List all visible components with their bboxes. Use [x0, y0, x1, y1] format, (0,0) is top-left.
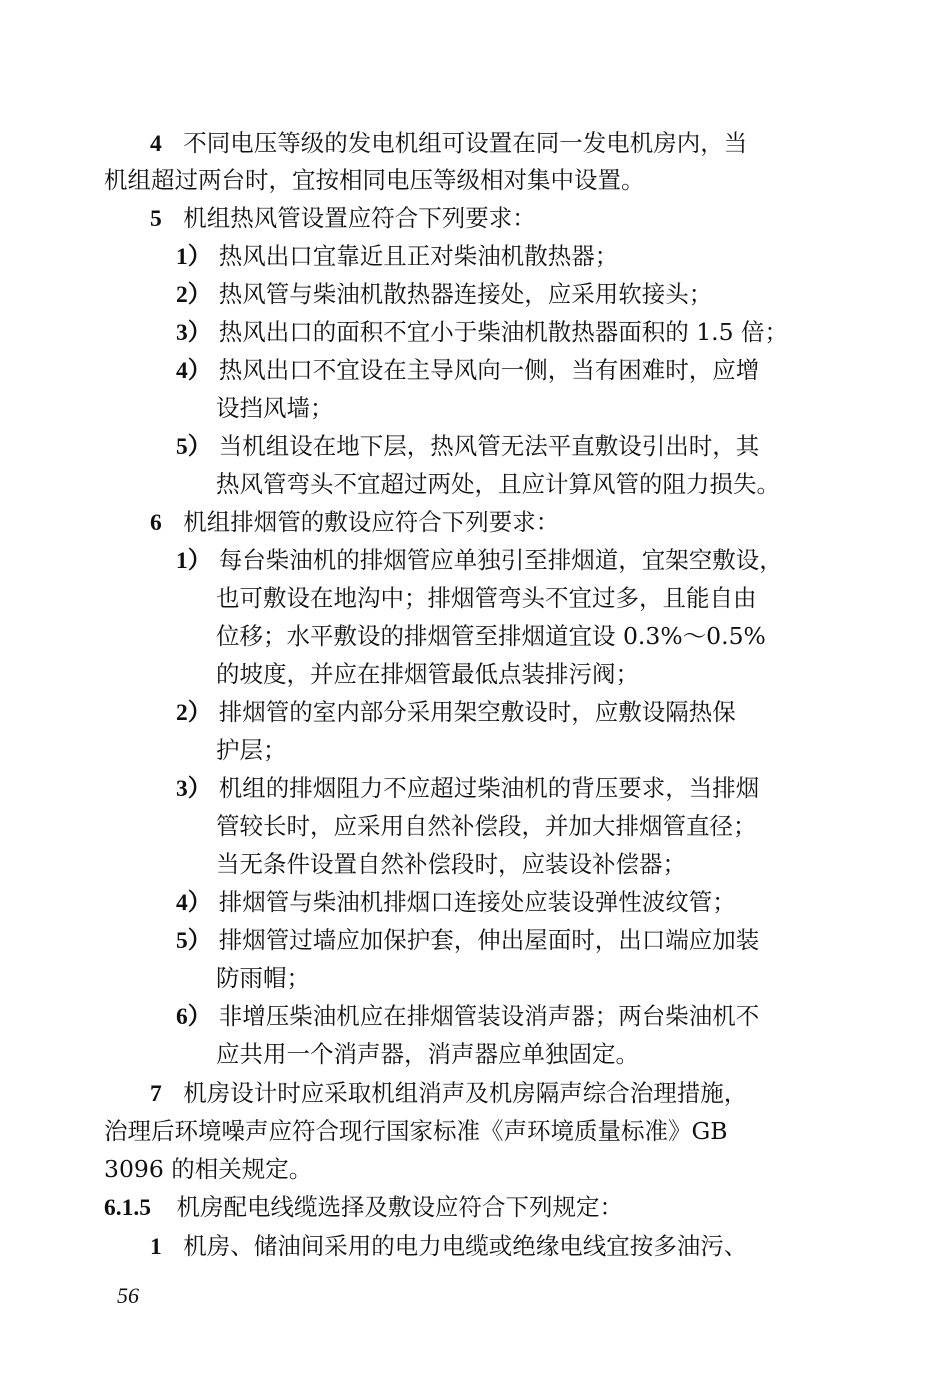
line-text: 设挡风墙；: [216, 394, 334, 422]
item-number: 4: [150, 131, 162, 157]
text-line: [150, 1078, 747, 1109]
text-line: [150, 1231, 747, 1262]
line-text: 防雨帽；: [216, 964, 310, 992]
line-text: 热风出口的面积不宜小于柴油机散热器面积的 1.5 倍；: [218, 318, 789, 346]
item-number: 5: [150, 206, 162, 232]
line-text: 非增压柴油机应在排烟管装设消声器；两台柴油机不: [218, 1002, 760, 1030]
line-text: 排烟管与柴油机排烟口连接处应装设弹性波纹管；: [218, 888, 736, 916]
line-text: 当无条件设置自然补偿段时，应装设补偿器；: [216, 850, 686, 878]
line-text: 应共用一个消声器，消声器应单独固定。: [216, 1040, 639, 1068]
text-line: [216, 621, 766, 651]
text-line: [176, 241, 618, 272]
item-number: 5）: [176, 434, 212, 460]
line-text: 治理后环境噪声应符合现行国家标准《声环境质量标准》GB: [104, 1117, 728, 1145]
text-line: [176, 431, 759, 462]
item-number: 1: [150, 1234, 162, 1260]
text-line: [176, 925, 759, 956]
item-number: 1）: [176, 244, 212, 270]
item-number: 4）: [176, 358, 212, 384]
line-text: 热风管弯头不宜超过两处，且应计算风管的阻力损失。: [216, 470, 780, 498]
text-line: [176, 545, 783, 576]
item-number: 5）: [176, 928, 212, 954]
text-line: [150, 203, 536, 234]
text-line: [216, 963, 310, 993]
text-line: [176, 1001, 759, 1032]
text-line: [216, 659, 639, 689]
text-line: [150, 128, 747, 159]
text-line: [176, 279, 712, 310]
item-number: 2）: [176, 700, 212, 726]
text-line: [216, 811, 757, 841]
line-text: 也可敷设在地沟中；排烟管弯头不宜过多，且能自由: [216, 584, 757, 612]
text-line: [150, 507, 559, 538]
line-text: 排烟管的室内部分采用架空敷设时，应敷设隔热保: [218, 698, 736, 726]
text-line: [176, 697, 736, 728]
line-text: 机房、储油间采用的电力电缆或绝缘电线宜按多油污、: [183, 1232, 748, 1260]
line-text: 位移；水平敷设的排烟管至排烟道宜设 0.3%～0.5%: [216, 622, 766, 650]
item-number: 6: [150, 510, 162, 536]
section-number: 6.1.5: [104, 1195, 151, 1221]
text-line: [104, 1192, 623, 1223]
text-line: [176, 317, 788, 348]
text-line: [216, 735, 287, 765]
item-number: 7: [150, 1081, 162, 1107]
item-number: 3）: [176, 320, 212, 346]
text-line: [104, 1154, 312, 1184]
line-text: 不同电压等级的发电机组可设置在同一发电机房内，当: [183, 129, 748, 157]
text-line: [176, 355, 759, 386]
item-number: 1）: [176, 548, 212, 574]
item-number: 6）: [176, 1004, 212, 1030]
line-text: 机房配电线缆选择及敷设应符合下列规定：: [176, 1193, 623, 1221]
text-line: [176, 887, 736, 918]
line-text: 机组热风管设置应符合下列要求：: [183, 204, 536, 232]
line-text: 管较长时，应采用自然补偿段，并加大排烟管直径；: [216, 812, 757, 840]
line-text: 机组超过两台时，宜按相同电压等级相对集中设置。: [104, 166, 645, 194]
text-line: [216, 849, 686, 879]
line-text: 护层；: [216, 736, 287, 764]
text-line: [104, 165, 645, 195]
text-line: [104, 1116, 728, 1146]
item-number: 3）: [176, 776, 212, 802]
line-text: 每台柴油机的排烟管应单独引至排烟道，宜架空敷设，: [218, 546, 783, 574]
text-line: [216, 583, 757, 613]
line-text: 热风出口不宜设在主导风向一侧，当有困难时，应增: [218, 356, 760, 384]
page-number: 56: [117, 1283, 139, 1308]
text-line: [216, 1039, 639, 1069]
item-number: 4）: [176, 890, 212, 916]
line-text: 3096 的相关规定。: [104, 1155, 313, 1183]
line-text: 热风管与柴油机散热器连接处，应采用软接头；: [218, 280, 713, 308]
text-line: [216, 469, 780, 499]
line-text: 的坡度，并应在排烟管最低点装排污阀；: [216, 660, 639, 688]
line-text: 机组的排烟阻力不应超过柴油机的背压要求，当排烟: [218, 774, 760, 802]
text-line: [216, 393, 334, 423]
line-text: 机组排烟管的敷设应符合下列要求：: [183, 508, 560, 536]
item-number: 2）: [176, 282, 212, 308]
line-text: 热风出口宜靠近且正对柴油机散热器；: [218, 242, 619, 270]
line-text: 机房设计时应采取机组消声及机房隔声综合治理措施，: [183, 1079, 748, 1107]
text-line: [176, 773, 759, 804]
line-text: 排烟管过墙应加保护套，伸出屋面时，出口端应加装: [218, 926, 760, 954]
line-text: 当机组设在地下层，热风管无法平直敷设引出时，其: [218, 432, 760, 460]
